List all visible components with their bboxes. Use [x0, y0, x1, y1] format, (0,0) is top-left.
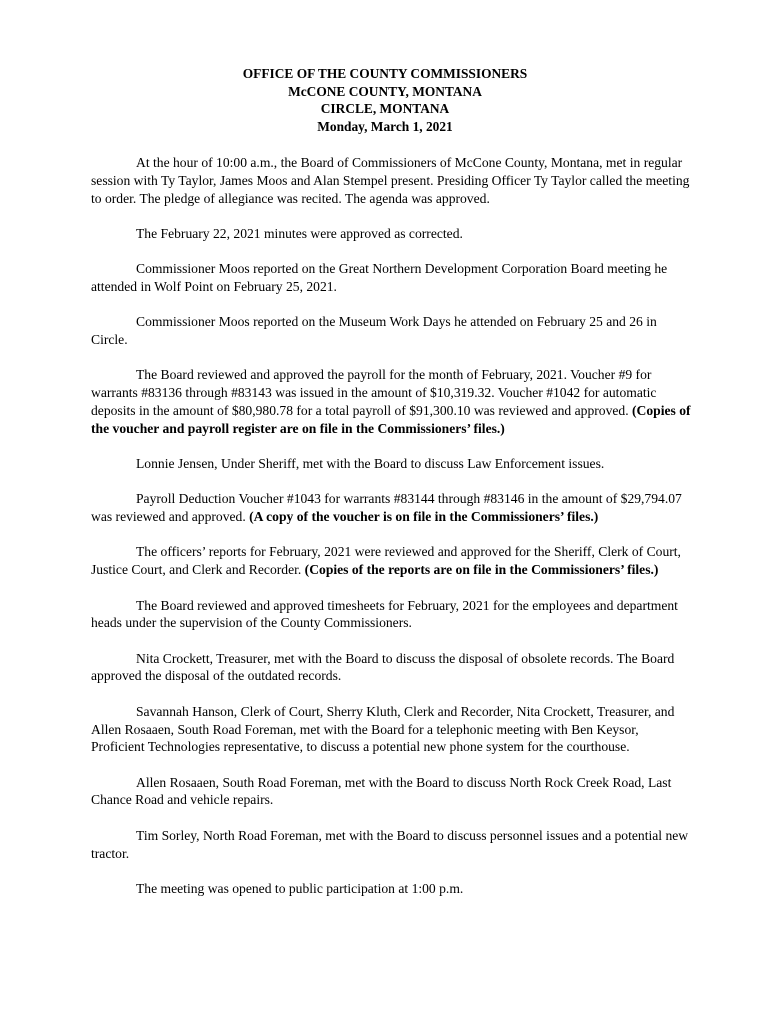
header-county: McCONE COUNTY, MONTANA [288, 83, 482, 99]
paragraph-text: Savannah Hanson, Clerk of Court, Sherry Kluth, Clerk and Recorder, Nita Crockett, Treasurer, and Allen Rosaaen, South Road Foreman, met with the Board for a telephonic meeting with Ben Keysor, Proficient Technologies representative, to discuss a potential new phone system for the courthouse. [91, 703, 675, 755]
paragraph-call-to-order [91, 154, 691, 207]
paragraph-text: Commissioner Moos reported on the Great Northern Development Corporation Board meeting he attended in Wolf Point on February 25, 2021. [91, 261, 668, 294]
document-body [91, 154, 691, 915]
paragraph-text: The February 22, 2021 minutes were approved as corrected. [136, 225, 463, 241]
paragraph-minutes [91, 225, 691, 243]
paragraph-text: Allen Rosaaen, South Road Foreman, met with the Board to discuss North Rock Creek Road, Last Chance Road and vehicle repairs. [91, 774, 672, 808]
paragraph-timesheets [91, 597, 691, 633]
paragraph-text: The Board reviewed and approved timesheets for February, 2021 for the employees and department heads under the supervision of the County Commissioners. [91, 597, 678, 631]
header-date: Monday, March 1, 2021 [317, 118, 453, 134]
paragraph-text: Nita Crockett, Treasurer, met with the Board to discuss the disposal of obsolete records. The Board approved the disposal of the outdated records. [91, 650, 675, 684]
paragraph-text: The meeting was opened to public participation at 1:00 p.m. [136, 880, 464, 896]
paragraph-south-road [91, 774, 691, 810]
paragraph-text: The officers’ reports for February, 2021 were reviewed and approved for the Sheriff, Clerk of Court, Justice Court, and Clerk and Recorder. [91, 544, 681, 578]
paragraph-text: Tim Sorley, North Road Foreman, met with the Board to discuss personnel issues and a potential new tractor. [91, 827, 689, 861]
paragraph-museum-report [91, 313, 691, 349]
paragraph-officers-reports [91, 543, 691, 579]
header-city: CIRCLE, MONTANA [320, 101, 450, 117]
paragraph-text: Lonnie Jensen, Under Sheriff, met with the Board to discuss Law Enforcement issues. [136, 456, 605, 472]
paragraph-bold-note: (A copy of the voucher is on file in the Commissioners’ files.) [249, 509, 599, 525]
paragraph-records-disposal [91, 650, 691, 686]
paragraph-payroll [91, 366, 691, 437]
paragraph-law-enforcement [91, 455, 691, 473]
paragraph-text: The Board reviewed and approved the payroll for the month of February, 2021. Voucher #9 for warrants #83136 through #83143 was issued in the amount of $10,319.32. Voucher #1042 for automatic deposits in the amount of $80,980.78 for a total payroll of $91,300.10 was reviewed and approved. [91, 367, 657, 418]
paragraph-text: Payroll Deduction Voucher #1043 for warrants #83144 through #83146 in the amount of $29,794.07 was reviewed and approved. [91, 491, 682, 525]
paragraph-deduction-voucher [91, 490, 691, 526]
document-header [0, 65, 770, 135]
header-office-title: OFFICE OF THE COUNTY COMMISSIONERS [242, 66, 528, 81]
paragraph-text: Commissioner Moos reported on the Museum Work Days he attended on February 25 and 26 in Circle. [91, 314, 657, 348]
paragraph-bold-note: (Copies of the voucher and payroll register are on file in the Commissioners’ files.) [91, 402, 691, 436]
paragraph-north-road [91, 827, 691, 863]
paragraph-phone-system [91, 703, 691, 756]
paragraph-text: At the hour of 10:00 a.m., the Board of Commissioners of McCone County, Montana, met in regular session with Ty Taylor, James Moos and Alan Stempel present. Presiding Officer Ty Taylor called the meeting to order. The pledge of allegiance was recited. The agenda was approved. [91, 155, 690, 206]
paragraph-gndc-report [91, 260, 691, 296]
paragraph-bold-note: (Copies of the reports are on file in the Commissioners’ files.) [304, 562, 659, 578]
paragraph-public-participation [91, 880, 691, 898]
